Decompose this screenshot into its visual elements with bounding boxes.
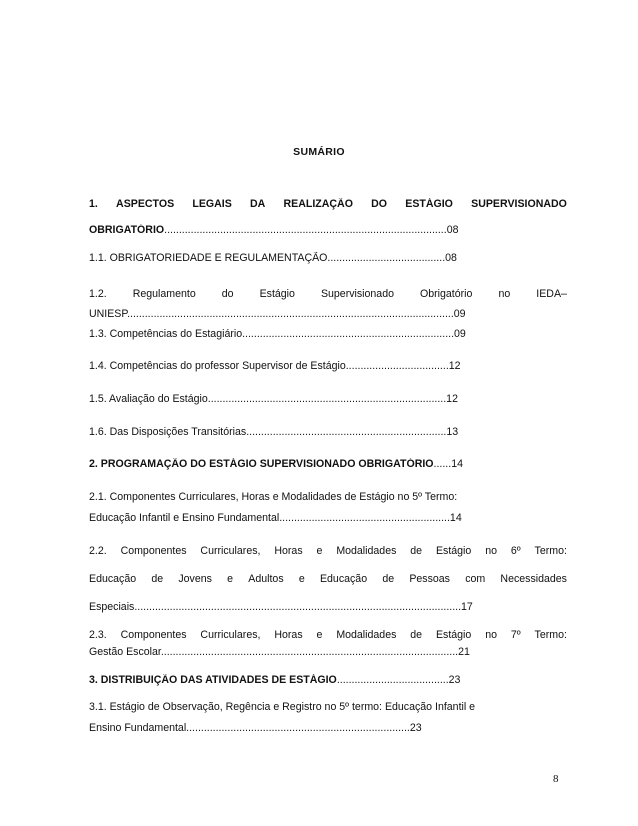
word: com [465,573,486,585]
toc-entry-2-2-line1 [89,545,567,558]
toc-entry-2-title: 2. PROGRAMAÇÃO DO ESTÁGIO SUPERVISIONADO OBRIGATÓRIO [89,458,434,470]
word: SUPERVISIONADO [471,198,567,210]
word: 7º [510,629,521,641]
toc-entry-2-3-line2: Gestão Escolar.....................................................................................................21 [89,646,470,658]
word: do [221,288,234,300]
word: e [316,545,323,557]
word: Modalidades [336,629,397,641]
word: Estágio [435,545,472,557]
word: Curriculares, [200,545,261,557]
word: no [498,288,511,300]
word: Termo: [534,629,567,641]
word: IEDA– [536,288,567,300]
word: Obrigatório [420,288,473,300]
word: DO [371,198,388,210]
toc-entry-3-title: 3. DISTRIBUIÇÃO DAS ATIVIDADES DE ESTÁGIO [89,674,337,686]
toc-entry-2-3-line1 [89,629,567,642]
word: Estágio [259,288,295,300]
word: Educação [319,573,368,585]
word: Estágio [435,629,472,641]
toc-entry-1-title-end: OBRIGATÓRIO [89,224,165,236]
toc-entry-2[interactable] [89,458,567,471]
leader-dots: ......14 [433,458,463,470]
word: REALIZAÇÃO [283,198,353,210]
word: Horas [274,545,303,557]
toc-entry-2-2-line3: Especiais...............................................................................................................17 [89,601,473,613]
page-title: SUMÁRIO [293,146,345,158]
toc-entry-1-line2 [89,224,567,237]
word: Jovens [178,573,212,585]
toc-entry-1-3[interactable]: 1.3. Competências do Estagiário........................................................................09 [89,328,466,340]
toc-entry-1-line1 [89,198,567,211]
word: de [151,573,164,585]
toc-entry-1-2-line2: UNIESP...............................................................................................................09 [89,308,466,320]
word: de [410,629,423,641]
toc-entry-1-2-line1 [89,288,567,301]
word: no [485,629,497,641]
word: Modalidades [336,545,397,557]
toc-entry-1-1[interactable]: 1.1. OBRIGATORIEDADE E REGULAMENTAÇÃO........................................08 [89,252,457,264]
toc-entry-1-5[interactable]: 1.5. Avaliação do Estágio.................................................................................12 [89,393,458,405]
word: e [227,573,234,585]
toc-entry-3-1-line1: 3.1. Estágio de Observação, Regência e Registro no 5º termo: Educação Infantil e [89,701,476,713]
word: 1.2. [89,288,107,300]
word: e [298,573,305,585]
word: Componentes [120,629,187,641]
word: Necessidades [500,573,567,585]
word: Curriculares, [200,629,261,641]
word: Adultos [248,573,284,585]
toc-entry-3[interactable] [89,674,567,687]
word: ESTÁGIO [405,198,453,210]
toc-entry-2-1-line2: Educação Infantil e Ensino Fundamental..........................................................14 [89,512,462,524]
leader-dots: ................................................................................................ [164,224,447,236]
word: 6º [510,545,521,557]
word: Horas [274,629,303,641]
toc-entry-1-6[interactable]: 1.6. Das Disposições Transitórias....................................................................13 [89,426,459,438]
word: Educação [89,573,137,585]
word: de [410,545,423,557]
word: DA [249,198,266,210]
toc-entry-2-2-line2 [89,573,567,586]
word: ASPECTOS [116,198,175,210]
toc-entry-3-1-line2: Ensino Fundamental............................................................................23 [89,722,422,734]
word: e [316,629,323,641]
word: 1. [89,198,98,210]
toc-entry-2-1-line1: 2.1. Componentes Curriculares, Horas e Modalidades de Estágio no 5º Termo: [89,491,458,503]
leader-dots: ......................................23 [336,674,461,686]
word: Supervisionado [320,288,394,300]
toc-entry-1-4[interactable]: 1.4. Competências do professor Supervisor de Estágio...................................12 [89,360,461,372]
word: 2.3. [89,629,107,641]
word: 2.2. [89,545,107,557]
word: Termo: [534,545,567,557]
word: LEGAIS [192,198,232,210]
word: Componentes [120,545,187,557]
word: Regulamento [132,288,196,300]
word: Pessoas [409,573,450,585]
word: no [485,545,497,557]
word: de [382,573,395,585]
page-number: 8 [553,773,559,785]
page-ref: 08 [446,224,459,236]
